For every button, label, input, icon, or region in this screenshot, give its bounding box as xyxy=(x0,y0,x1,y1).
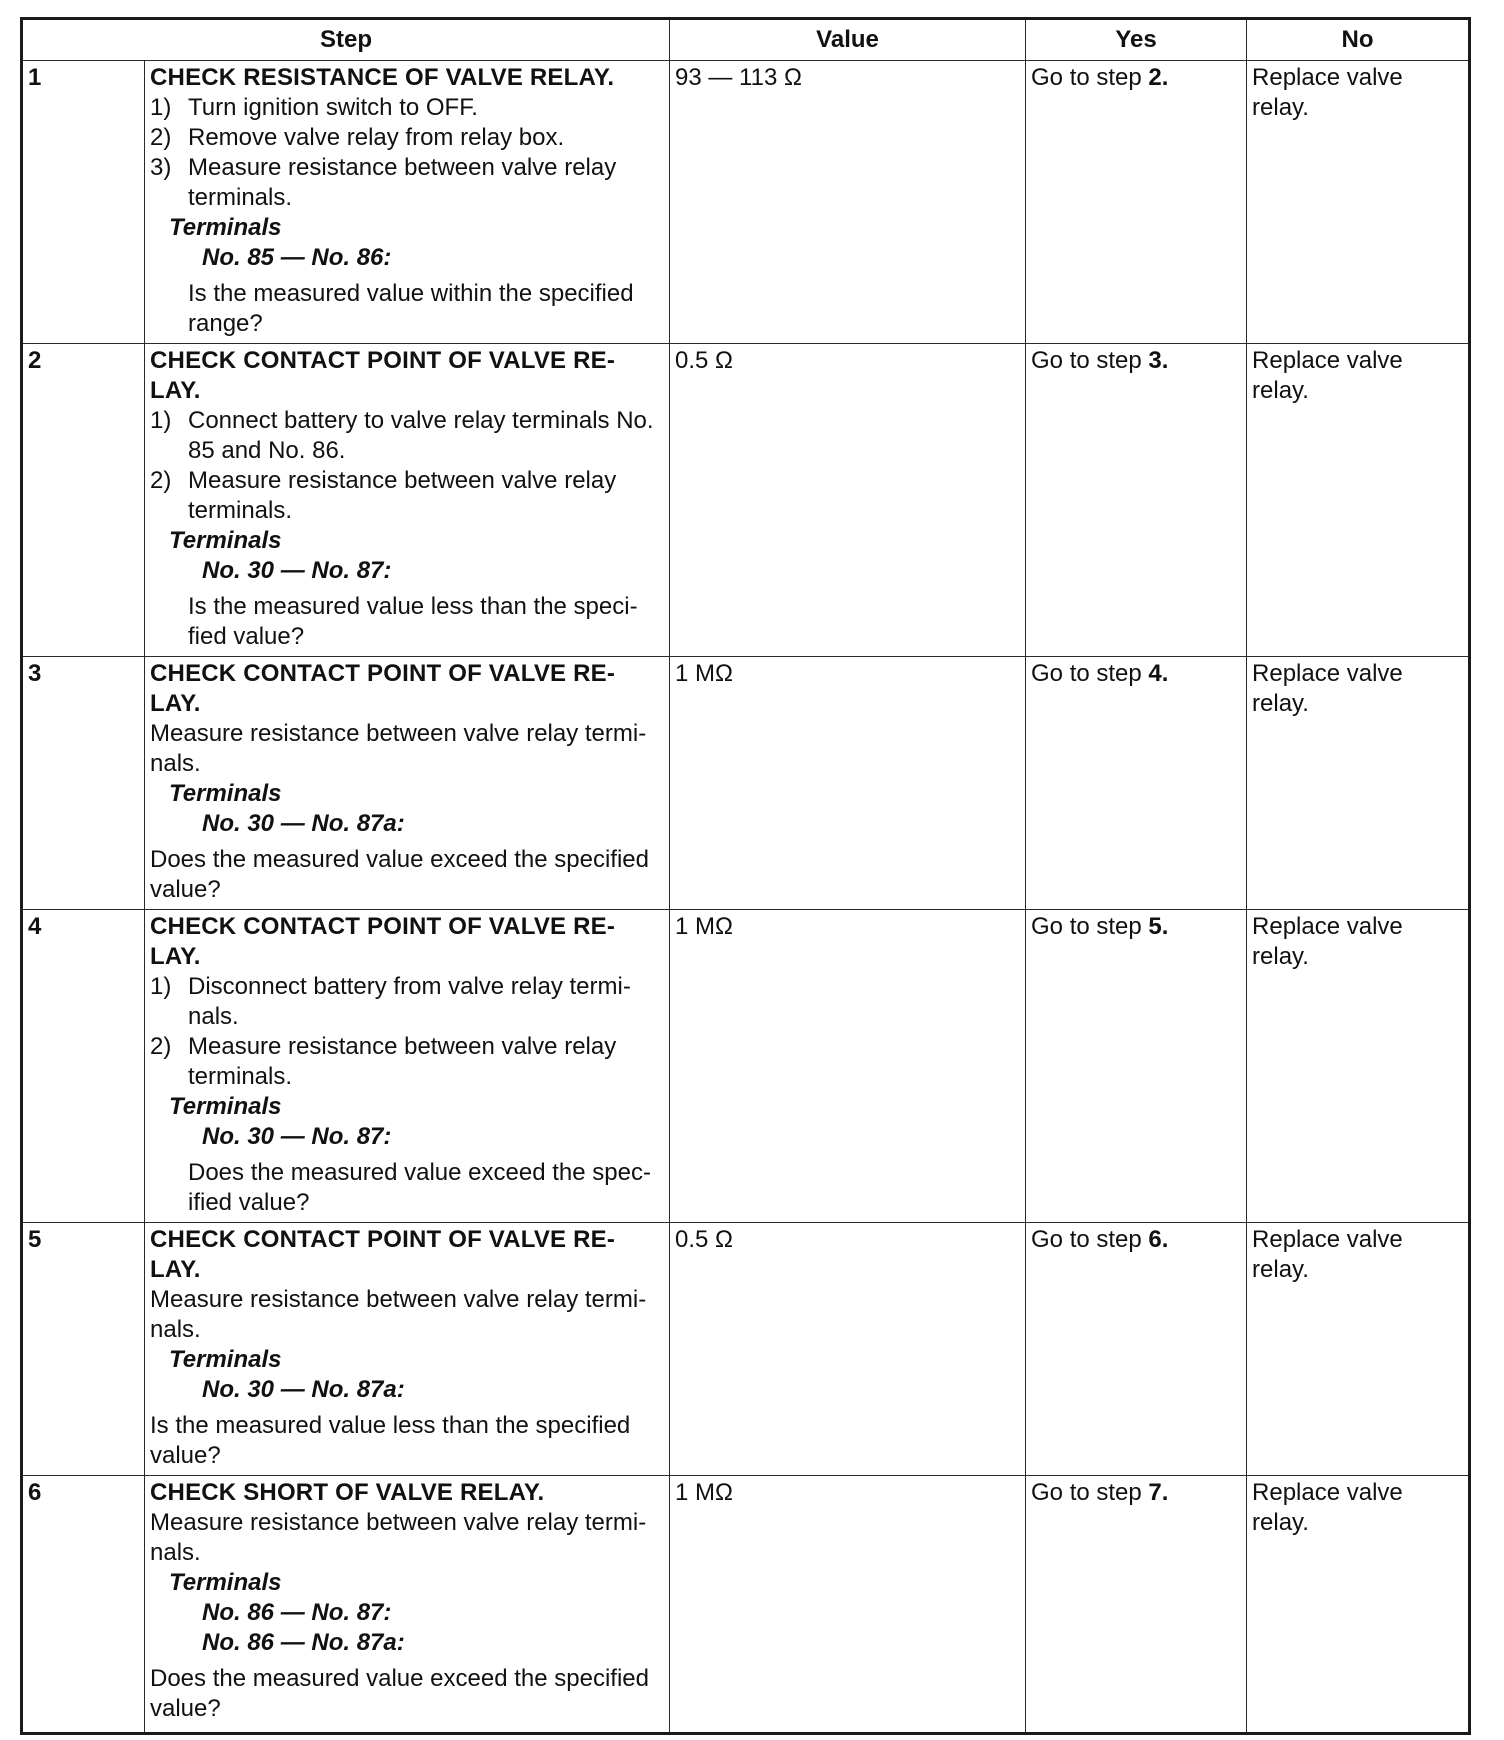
step-item: 3) Measure resistance between valve relay terminals. xyxy=(150,154,617,211)
step-title: CHECK CONTACT POINT OF VALVE RE-LAY. xyxy=(150,1226,616,1283)
step-yes: Go to step 2. xyxy=(1026,61,1247,344)
step-title: CHECK SHORT OF VALVE RELAY. xyxy=(150,1479,545,1506)
table-header-row xyxy=(22,19,1470,61)
step-no: Replace valve relay. xyxy=(1247,344,1470,657)
terminals-value: No. 85 — No. 86: xyxy=(202,244,392,271)
step-value: 93 — 113 Ω xyxy=(670,61,1026,344)
step-yes: Go to step 4. xyxy=(1026,657,1247,910)
step-item: 2) Remove valve relay from relay box. xyxy=(150,124,565,151)
step-question: Does the measured value exceed the specified value? xyxy=(150,846,649,903)
header-yes: Yes xyxy=(1026,19,1247,61)
table-row xyxy=(22,344,1470,657)
terminals-label: Terminals xyxy=(169,214,282,241)
table-row xyxy=(22,1476,1470,1734)
step-description xyxy=(145,657,670,910)
terminals-label: Terminals xyxy=(169,1346,282,1373)
header-step: Step xyxy=(22,19,670,61)
step-value: 1 MΩ xyxy=(670,657,1026,910)
header-value: Value xyxy=(670,19,1026,61)
step-description xyxy=(145,61,670,344)
diagnostic-table-container xyxy=(20,17,1468,1735)
step-number: 4 xyxy=(22,910,145,1223)
step-item: 2) Measure resistance between valve relay terminals. xyxy=(150,467,617,524)
step-question: Is the measured value less than the specified value? xyxy=(150,1412,631,1469)
step-instruction: Measure resistance between valve relay termi-nals. xyxy=(150,1286,647,1343)
terminals-label: Terminals xyxy=(169,527,282,554)
step-value: 1 MΩ xyxy=(670,910,1026,1223)
step-number: 2 xyxy=(22,344,145,657)
step-title: CHECK CONTACT POINT OF VALVE RE-LAY. xyxy=(150,913,616,970)
step-value: 0.5 Ω xyxy=(670,344,1026,657)
step-yes: Go to step 3. xyxy=(1026,344,1247,657)
step-question: Does the measured value exceed the specified value? xyxy=(150,1665,649,1722)
step-number: 3 xyxy=(22,657,145,910)
step-item: 1) Connect battery to valve relay terminals No. 85 and No. 86. xyxy=(150,407,654,464)
step-yes: Go to step 7. xyxy=(1026,1476,1247,1734)
step-question: Does the measured value exceed the spec-ified value? xyxy=(188,1159,651,1216)
table-row xyxy=(22,657,1470,910)
terminals-value: No. 86 — No. 87: xyxy=(202,1599,392,1626)
step-description xyxy=(145,1476,670,1734)
step-number: 5 xyxy=(22,1223,145,1476)
diagnostic-table xyxy=(20,17,1471,1735)
step-value: 1 MΩ xyxy=(670,1476,1026,1734)
step-item: 1) Disconnect battery from valve relay termi-nals. xyxy=(150,973,631,1030)
terminals-value: No. 86 — No. 87a: xyxy=(202,1629,405,1656)
header-no: No xyxy=(1247,19,1470,61)
table-row xyxy=(22,1223,1470,1476)
step-description xyxy=(145,1223,670,1476)
step-no: Replace valve relay. xyxy=(1247,910,1470,1223)
step-no: Replace valve relay. xyxy=(1247,61,1470,344)
terminals-label: Terminals xyxy=(169,1093,282,1120)
step-item: 2) Measure resistance between valve relay terminals. xyxy=(150,1033,617,1090)
step-title: CHECK CONTACT POINT OF VALVE RE-LAY. xyxy=(150,660,616,717)
terminals-label: Terminals xyxy=(169,1569,282,1596)
step-question: Is the measured value less than the speci-fied value? xyxy=(188,593,638,650)
step-title: CHECK CONTACT POINT OF VALVE RE-LAY. xyxy=(150,347,616,404)
step-no: Replace valve relay. xyxy=(1247,1223,1470,1476)
step-no: Replace valve relay. xyxy=(1247,657,1470,910)
step-item: 1) Turn ignition switch to OFF. xyxy=(150,94,478,121)
step-description xyxy=(145,910,670,1223)
step-instruction: Measure resistance between valve relay termi-nals. xyxy=(150,1509,647,1566)
step-instruction: Measure resistance between valve relay termi-nals. xyxy=(150,720,647,777)
step-yes: Go to step 5. xyxy=(1026,910,1247,1223)
step-value: 0.5 Ω xyxy=(670,1223,1026,1476)
step-question: Is the measured value within the specified range? xyxy=(188,280,634,337)
table-row xyxy=(22,910,1470,1223)
terminals-value: No. 30 — No. 87: xyxy=(202,1123,392,1150)
step-no: Replace valve relay. xyxy=(1247,1476,1470,1734)
step-title: CHECK RESISTANCE OF VALVE RELAY. xyxy=(150,64,615,91)
step-number: 6 xyxy=(22,1476,145,1734)
terminals-value: No. 30 — No. 87a: xyxy=(202,1376,405,1403)
terminals-label: Terminals xyxy=(169,780,282,807)
step-yes: Go to step 6. xyxy=(1026,1223,1247,1476)
table-row xyxy=(22,61,1470,344)
step-number: 1 xyxy=(22,61,145,344)
step-description xyxy=(145,344,670,657)
terminals-value: No. 30 — No. 87: xyxy=(202,557,392,584)
terminals-value: No. 30 — No. 87a: xyxy=(202,810,405,837)
